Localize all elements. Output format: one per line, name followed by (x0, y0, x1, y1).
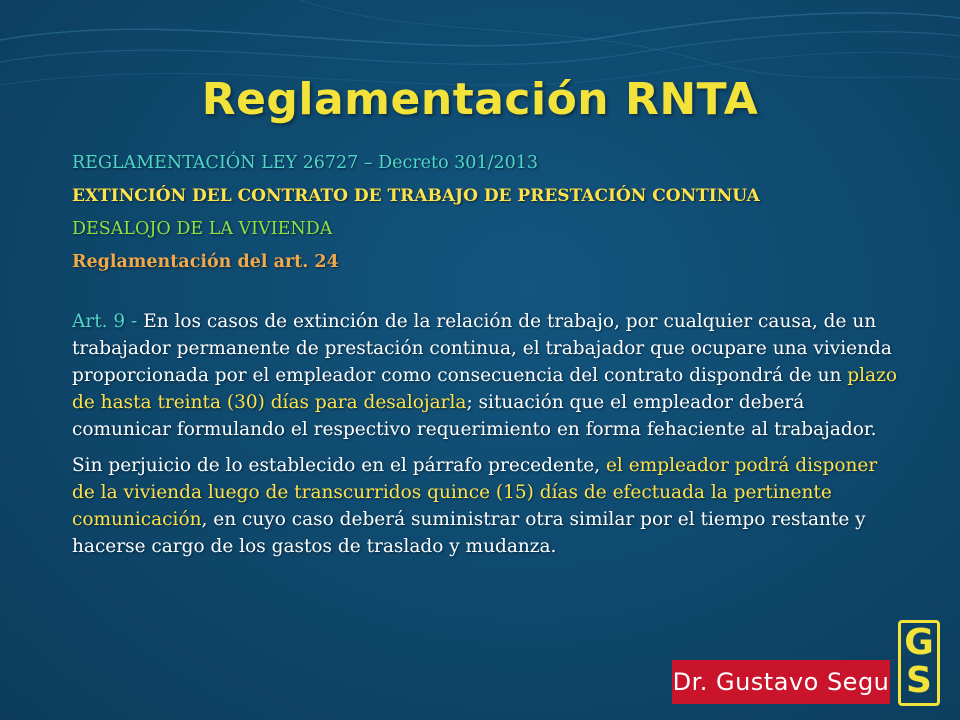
paragraph-1-text-a: En los casos de extinción de la relación de trabajo, por cualquier causa, de un trabajador permanente de prestación continua, el trabajador que ocupare una vivienda proporcionada por el empleador como consecuencia del contrato dispondrá de un (72, 311, 892, 386)
paragraph-article-9 (72, 308, 902, 443)
slide-title: Reglamentación RNTA (201, 74, 759, 125)
heading-contract-termination: EXTINCIÓN DEL CONTRATO DE TRABAJO DE PRESTACIÓN CONTINUA (72, 186, 760, 206)
slide-content (72, 150, 902, 560)
paragraph-2-text-a: Sin perjuicio de lo establecido en el párrafo precedente, (72, 455, 606, 476)
heading-housing-eviction: DESALOJO DE LA VIVIENDA (72, 219, 333, 239)
author-label: Dr. Gustavo Segu (672, 660, 890, 704)
heading-article-reference: Reglamentación del art. 24 (72, 252, 339, 272)
author-branding (672, 620, 944, 710)
article-label: Art. 9 - (72, 311, 138, 332)
paragraph-2-highlight: el empleador podrá disponer de la vivienda luego de transcurridos quince (15) días de efectuada la pertinente comunicación (72, 455, 878, 530)
monogram-letter-g: G (904, 622, 934, 663)
heading-regulation-law: REGLAMENTACIÓN LEY 26727 – Decreto 301/2013 (72, 153, 539, 173)
paragraph-1-highlight: plazo de hasta treinta (30) días para desalojarla (72, 365, 897, 413)
paragraph-2-text-b: , en cuyo caso deberá suministrar otra similar por el tiempo restante y hacerse cargo de los gastos de traslado y mudanza. (72, 509, 866, 557)
monogram-letter-s: S (906, 660, 932, 701)
gs-monogram-logo (898, 620, 940, 706)
paragraph-2 (72, 452, 902, 560)
paragraph-1-text-b: ; situación que el empleador deberá comunicar formulando el respectivo requerimiento en forma fehaciente al trabajador. (72, 392, 877, 440)
